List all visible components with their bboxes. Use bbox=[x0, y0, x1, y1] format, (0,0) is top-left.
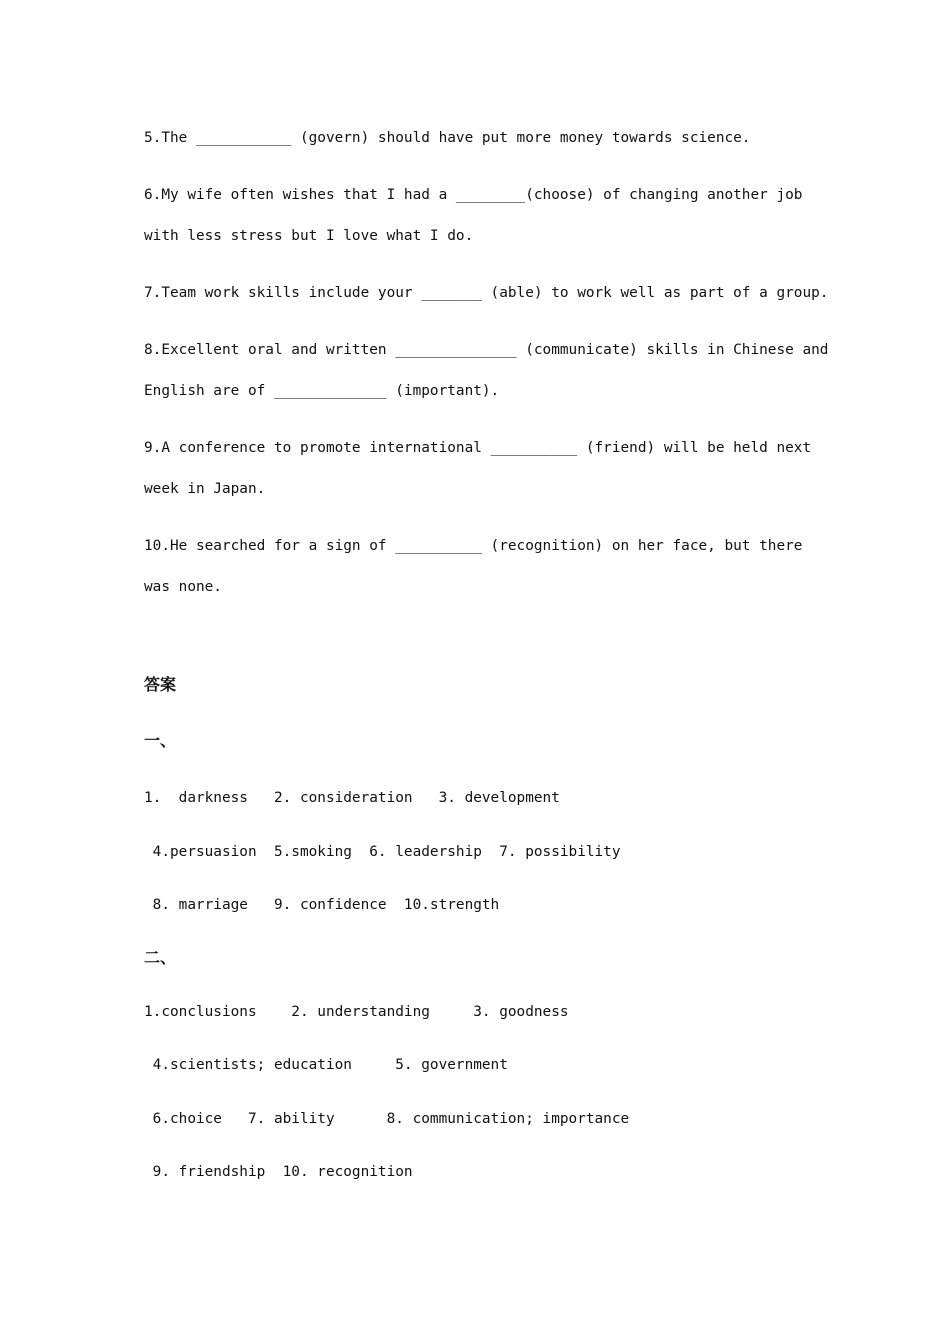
answers-title: 答案 bbox=[144, 675, 177, 694]
question-9-line-1: 9.A conference to promote international __________ (friend) will be held next bbox=[144, 440, 812, 456]
question-7: 7.Team work skills include your _______ (able) to work well as part of a group. bbox=[144, 285, 829, 301]
answers-part2-line-4: 9. friendship 10. recognition bbox=[144, 1164, 413, 1180]
answers-part1-label: 一、 bbox=[144, 731, 177, 750]
question-9-line-2: week in Japan. bbox=[144, 481, 266, 497]
answers-part2-line-2: 4.scientists; education 5. government bbox=[144, 1057, 508, 1073]
question-10-line-2: was none. bbox=[144, 579, 222, 595]
question-10-line-1: 10.He searched for a sign of __________ (recognition) on her face, but there bbox=[144, 538, 803, 554]
answers-part1-line-3: 8. marriage 9. confidence 10.strength bbox=[144, 897, 500, 913]
question-8-line-2: English are of _____________ (important). bbox=[144, 383, 500, 399]
answers-part2-label: 二、 bbox=[144, 948, 177, 967]
answers-part1-line-1: 1. darkness 2. consideration 3. development bbox=[144, 790, 560, 806]
question-6-line-1: 6.My wife often wishes that I had a ________(choose) of changing another job bbox=[144, 187, 803, 203]
question-8-line-1: 8.Excellent oral and written ______________ (communicate) skills in Chinese and bbox=[144, 342, 829, 358]
question-5: 5.The ___________ (govern) should have put more money towards science. bbox=[144, 130, 751, 146]
question-6-line-2: with less stress but I love what I do. bbox=[144, 228, 474, 244]
answers-part2-line-1: 1.conclusions 2. understanding 3. goodness bbox=[144, 1004, 569, 1020]
answers-part2-line-3: 6.choice 7. ability 8. communication; importance bbox=[144, 1111, 630, 1127]
answers-part1-line-2: 4.persuasion 5.smoking 6. leadership 7. possibility bbox=[144, 844, 621, 860]
